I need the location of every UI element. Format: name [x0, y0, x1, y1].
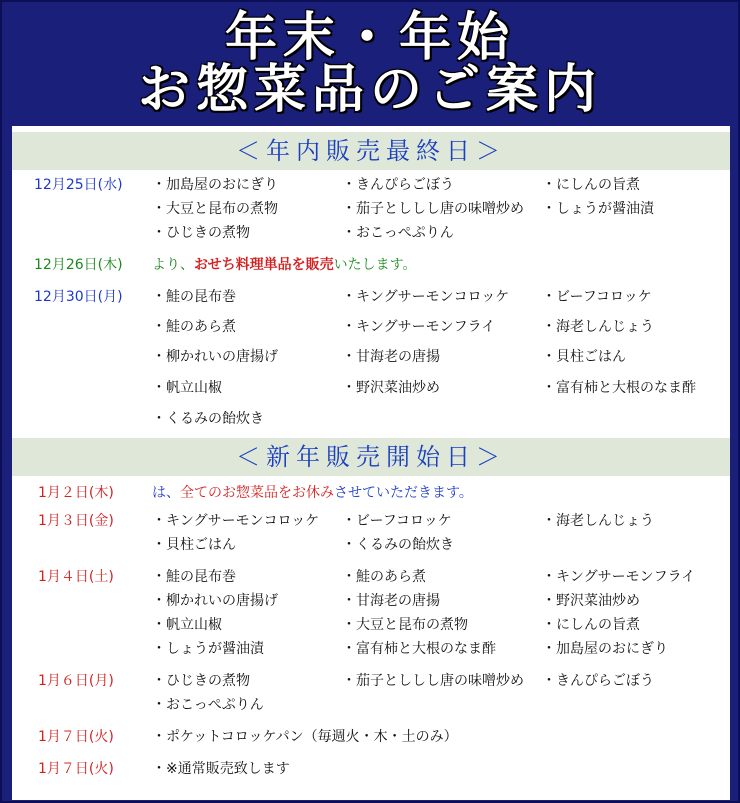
schedule-row — [12, 758, 730, 780]
title-line-1: 年末・年始 — [224, 8, 515, 68]
item: ・きんぴらごぼう — [542, 673, 654, 689]
notice-row — [12, 482, 730, 504]
schedule-row — [12, 590, 730, 612]
item: ・くるみの飴炊き — [152, 411, 264, 427]
item: ・甘海老の唐揚 — [342, 349, 440, 365]
schedule-row — [12, 174, 730, 196]
item: ・甘海老の唐揚 — [342, 593, 440, 609]
item: ・鮭の昆布巻 — [152, 289, 236, 305]
item: ・おこっぺぷりん — [342, 225, 454, 241]
item: ・茄子とししし唐の味噌炒め — [342, 673, 524, 689]
schedule-row — [12, 222, 730, 244]
item: ・くるみの飴炊き — [342, 537, 454, 553]
date-label: 12月26日(木) — [34, 257, 123, 273]
item: ・海老しんじょう — [542, 513, 654, 529]
item: ・富有柿と大根のなま酢 — [342, 641, 496, 657]
date-label: 1月７日(火) — [38, 729, 114, 745]
item: ・加島屋のおにぎり — [542, 641, 668, 657]
section-heading-year-end: ＜年内販売最終日＞ — [12, 132, 730, 170]
item: ・おこっぺぷりん — [152, 697, 264, 713]
item: ・海老しんじょう — [542, 319, 654, 335]
item: ・鮭の昆布巻 — [152, 569, 236, 585]
item: ・貝柱ごはん — [542, 349, 626, 365]
date-label: 12月25日(水) — [34, 177, 123, 193]
schedule-row — [12, 670, 730, 692]
notice-text — [152, 482, 473, 504]
schedule-row — [12, 510, 730, 532]
date-label: 1月２日(木) — [38, 485, 114, 501]
schedule-row — [12, 377, 730, 399]
item: ・ビーフコロッケ — [542, 289, 652, 305]
notice-suffix: させていただきます。 — [334, 485, 473, 501]
schedule-row — [12, 316, 730, 338]
date-label: 1月６日(月) — [38, 673, 114, 689]
notice-text — [152, 254, 416, 276]
date-label: 12月30日(月) — [34, 289, 123, 305]
item: ・柳かれいの唐揚げ — [152, 349, 278, 365]
item: ・加島屋のおにぎり — [152, 177, 278, 193]
item: ・茄子とししし唐の味噌炒め — [342, 201, 524, 217]
notice-highlight: 全てのお惣菜品をお休み — [180, 485, 334, 501]
item: ・帆立山椒 — [152, 617, 222, 633]
schedule-row — [12, 726, 730, 748]
item: ・ひじきの煮物 — [152, 673, 250, 689]
content-panel — [12, 126, 730, 800]
item: ・キングサーモンフライ — [542, 569, 696, 585]
schedule-row — [12, 198, 730, 220]
item: ・鮭のあら煮 — [152, 319, 236, 335]
schedule-row — [12, 694, 730, 716]
date-label: 1月３日(金) — [38, 513, 114, 529]
item: ・※通常販売致します — [152, 761, 290, 777]
schedule-row — [12, 566, 730, 588]
item: ・大豆と昆布の煮物 — [342, 617, 468, 633]
item: ・貝柱ごはん — [152, 537, 236, 553]
schedule-row — [12, 286, 730, 308]
item: ・キングサーモンコロッケ — [152, 513, 320, 529]
section-heading-new-year: ＜新年販売開始日＞ — [12, 438, 730, 476]
notice-row — [12, 254, 730, 276]
item: ・しょうが醤油漬 — [542, 201, 654, 217]
item: ・にしんの旨煮 — [542, 617, 640, 633]
schedule-row — [12, 638, 730, 660]
item: ・鮭のあら煮 — [342, 569, 426, 585]
schedule-row — [12, 346, 730, 368]
item: ・富有柿と大根のなま酢 — [542, 380, 696, 396]
item: ・帆立山椒 — [152, 380, 222, 396]
schedule-row — [12, 408, 730, 430]
item: ・しょうが醤油漬 — [152, 641, 264, 657]
item: ・にしんの旨煮 — [542, 177, 640, 193]
notice-highlight: おせち料理単品を販売 — [194, 257, 334, 273]
item: ・キングサーモンフライ — [342, 319, 496, 335]
item: ・ひじきの煮物 — [152, 225, 250, 241]
title-line-2: お惣菜品のご案内 — [137, 60, 602, 120]
date-label: 1月４日(土) — [38, 569, 114, 585]
item: ・きんぴらごぼう — [342, 177, 454, 193]
item: ・大豆と昆布の煮物 — [152, 201, 278, 217]
item: ・野沢菜油炒め — [542, 593, 640, 609]
item: ・ビーフコロッケ — [342, 513, 452, 529]
schedule-row — [12, 614, 730, 636]
schedule-row — [12, 534, 730, 556]
item: ・キングサーモンコロッケ — [342, 289, 510, 305]
notice-prefix: より、 — [152, 257, 194, 273]
notice-suffix: いたします。 — [333, 257, 417, 273]
date-label: 1月７日(火) — [38, 761, 114, 777]
notice-prefix: は、 — [152, 485, 180, 501]
item: ・柳かれいの唐揚げ — [152, 593, 278, 609]
item: ・ポケットコロッケパン（毎週火・木・土のみ） — [152, 729, 458, 745]
item: ・野沢菜油炒め — [342, 380, 440, 396]
